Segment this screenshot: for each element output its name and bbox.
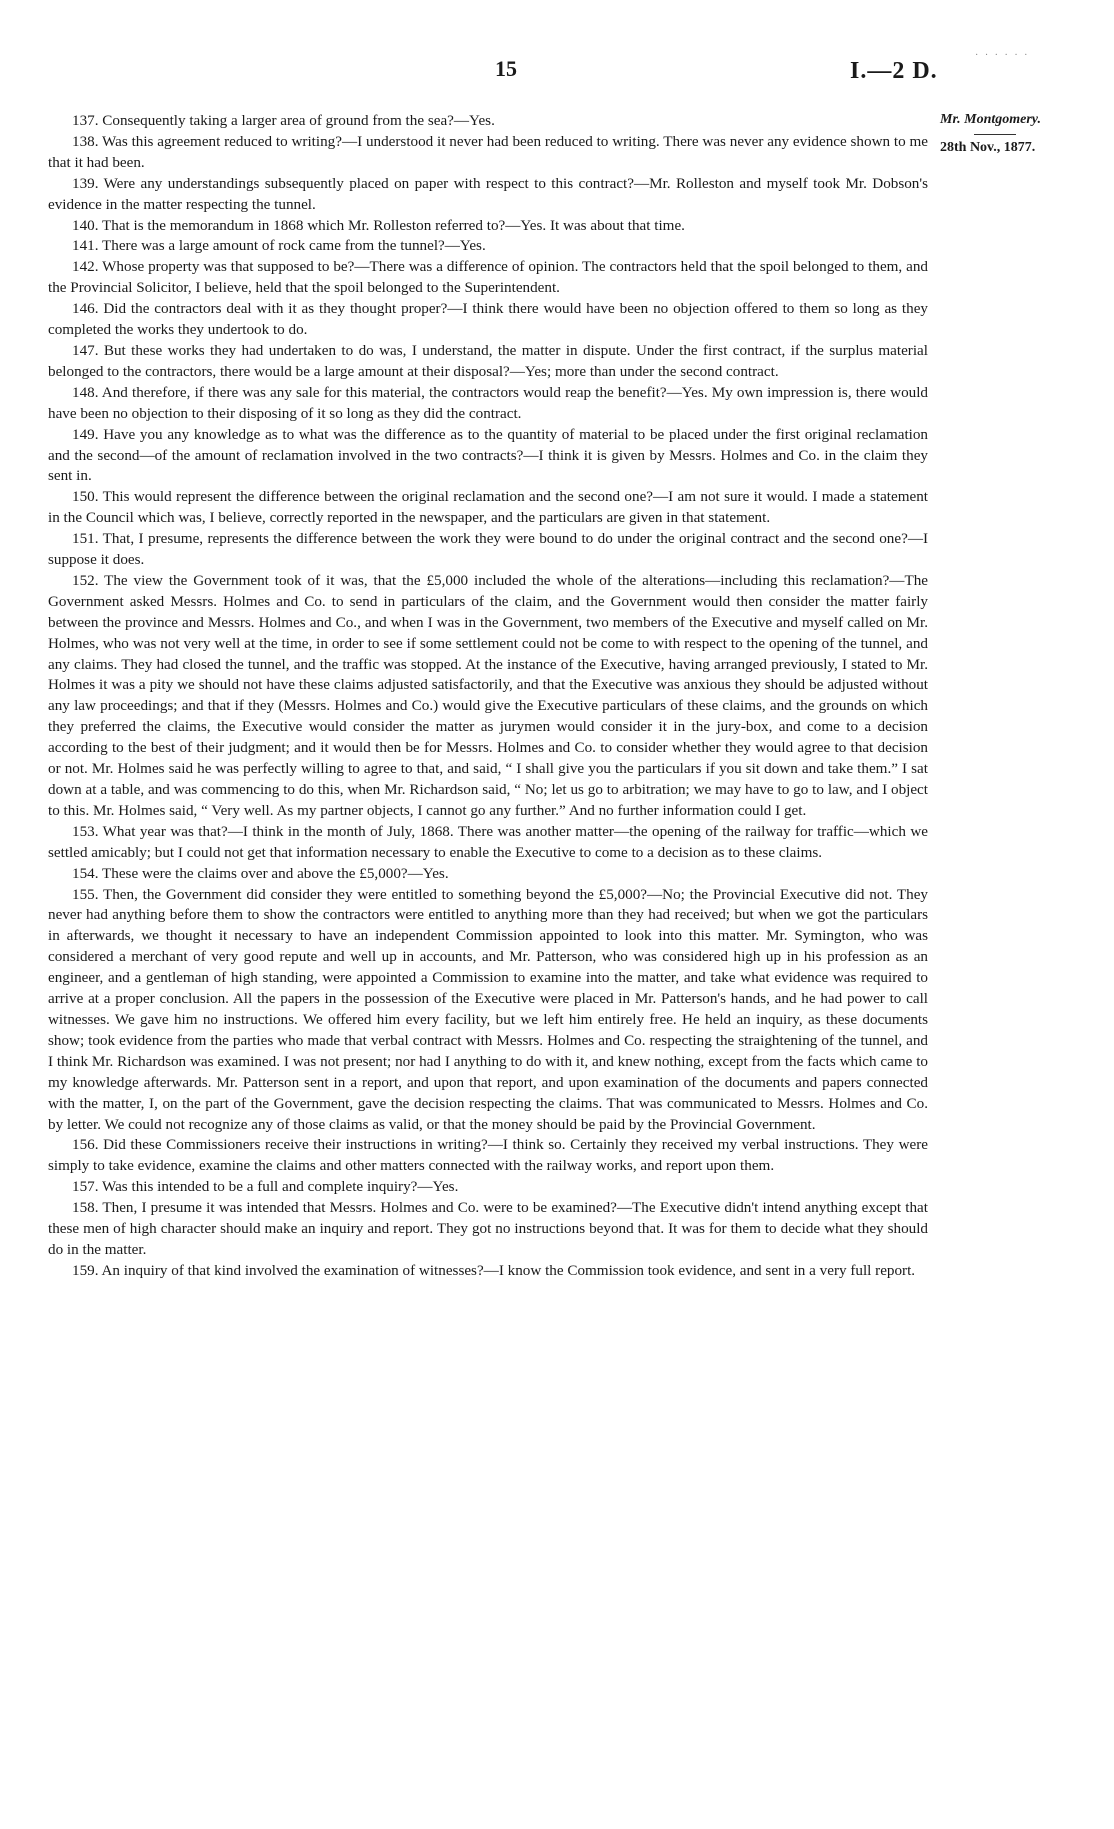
page-number: 15: [495, 56, 517, 81]
paragraph-142: 142. Whose property was that supposed to be?—There was a difference of opinion. The contractors held that the spoil belonged to them, and the Provincial Solicitor, I believe, held that the spoil belonged to the Superintendent.: [48, 258, 928, 297]
paragraph-150: 150. This would represent the difference between the original reclamation and the second one?—I am not sure it would. I made a statement in the Council which was, I believe, correctly reported in the newspaper, and the particulars are given in that statement.: [48, 488, 928, 527]
paragraph-159: 159. An inquiry of that kind involved the examination of witnesses?—I know the Commission took evidence, and sent in a very full report.: [72, 1261, 916, 1279]
paragraph-155: 155. Then, the Government did consider they were entitled to something beyond the £5,000?—No; the Provincial Executive did not. They never had anything before them to show the contractors were entitled to anything more than they had received; but when we got the particulars in afterwards, we thought it necessary to have an independent Commission appointed to look into this matter. Mr. Symington, who was considered a merchant of very good repute and well up in accounts, and Mr. Patterson, who was considered high up in his profession as an engineer, and a gentleman of high standing, were appointed a Commission to examine into the matter, and take what evidence was required to arrive at a proper conclusion. All the papers in the possession of the Executive were placed in Mr. Patterson's hands, and he had power to call witnesses. We gave him no instructions. We offered him every facility, but we left him entirely free. He held an inquiry, as these documents show; took evidence from the parties who made that verbal contract with Messrs. Holmes and Co. respecting the straightening of the tunnel, and I think Mr. Richardson was examined. I was not present; nor had I anything to do with it, and knew nothing, except from the facts which came to my knowledge afterwards. Mr. Patterson sent in a report, and upon that report, and upon examination of the documents and papers connected with the matter, I, on the part of the Government, gave the decision respecting the claims. That was communicated to Messrs. Holmes and Co. by letter. We could not recognize any of those claims as valid, or that the money should be paid by the Provincial Government.: [48, 885, 928, 1133]
paragraph-141: 141. There was a large amount of rock came from the tunnel?—Yes.: [72, 237, 486, 255]
margin-date: 28th Nov., 1877.: [940, 140, 1100, 156]
paragraph-147: 147. But these works they had undertaken to do was, I understand, the matter in dispute. Under the first contract, if the surplus material belonged to the contractors, there would be a large amount at their disposal?—Yes; more than under the second contract.: [48, 341, 928, 380]
paragraph-154: 154. These were the claims over and above the £5,000?—Yes.: [72, 864, 449, 882]
paragraph-152: 152. The view the Government took of it was, that the £5,000 included the whole of the alterations—including this reclamation?—The Government asked Messrs. Holmes and Co. to send in particulars of the claim, and the Government would then consider the matter fairly between the province and Messrs. Holmes and Co., and when I was in the Government, two members of the Executive and myself called on Mr. Holmes, who was not very well at the time, in order to see if some settlement could not be come to with respect to the opening of the tunnel, and any claims. They had closed the tunnel, and the traffic was stopped. At the instance of the Executive, having arranged previously, I stated to Mr. Holmes it was a pity we should not have these claims adjusted satisfactorily, and that the Executive was anxious they should be adjusted without any law proceedings; and that if they (Messrs. Holmes and Co.) would give the Executive particulars of these claims, and the grounds on which they preferred the claims, the Executive would consider the matter as jurymen would consider it in the jury-box, and come to a decision according to the best of their judgment; and it would then be for Messrs. Holmes and Co. to consider whether they would agree to that decision or not. Mr. Holmes said he was perfectly willing to agree to that, and said, “ I shall give you the particulars if you sit down and take them.” I sat down at a table, and was commencing to do this, when Mr. Richardson said, “ No; let us go to arbitration; we may have to go to law, and I object to this. Mr. Holmes said, “ Very well. As my partner objects, I cannot go any further.” And no further information could I get.: [48, 571, 928, 819]
paragraph-140: 140. That is the memorandum in 1868 which Mr. Rolleston referred to?—Yes. It was about that time.: [72, 216, 685, 234]
margin-witness-name: Mr. Montgomery.: [940, 112, 1041, 127]
evidence-body: [48, 111, 928, 1282]
paragraph-158: 158. Then, I presume it was intended that Messrs. Holmes and Co. were to be examined?—The Executive didn't intend anything except that these men of high character should make an inquiry and report. They got no instructions beyond that. It was for them to decide what they should do in the matter.: [48, 1199, 928, 1258]
paragraph-148: 148. And therefore, if there was any sale for this material, the contractors would reap the benefit?—Yes. My own impression is, there would have been no objection to their disposing of it so long as they did the contract.: [48, 383, 928, 422]
paragraph-157: 157. Was this intended to be a full and complete inquiry?—Yes.: [72, 1178, 459, 1196]
paragraph-153: 153. What year was that?—I think in the month of July, 1868. There was another matter—the opening of the railway for traffic—which we settled amicably; but I could not get that information necessary to enable the Executive to come to a decision as to these claims.: [48, 822, 928, 861]
paragraph-139: 139. Were any understandings subsequently placed on paper with respect to this contract?—Mr. Rolleston and myself took Mr. Dobson's evidence in the matter respecting the tunnel.: [48, 174, 928, 213]
margin-dots: · · · · · ·: [975, 50, 1030, 61]
paragraph-146: 146. Did the contractors deal with it as they thought proper?—I think there would have been no objection offered to them so long as they completed the works they undertook to do.: [48, 300, 928, 339]
paragraph-151: 151. That, I presume, represents the difference between the work they were bound to do under the original contract and the second one?—I suppose it does.: [48, 530, 928, 569]
paragraph-138: 138. Was this agreement reduced to writing?—I understood it never had been reduced to writing. There was never any evidence shown to me that it had been.: [48, 132, 928, 171]
paragraph-149: 149. Have you any knowledge as to what was the difference as to the quantity of material to be placed under the first original reclamation and the second—of the amount of reclamation involved in the two contracts?—I think it is given by Messrs. Holmes and Co. in the claim they sent in.: [48, 425, 928, 485]
document-reference: I.—2 D.: [850, 58, 938, 84]
paragraph-156: 156. Did these Commissioners receive their instructions in writing?—I think so. Certainly they received my verbal instructions. They were simply to take evidence, examine the claims and other matters connected with the railway works, and report upon them.: [48, 1136, 928, 1175]
paragraph-137: 137. Consequently taking a larger area of ground from the sea?—Yes.: [72, 112, 495, 129]
